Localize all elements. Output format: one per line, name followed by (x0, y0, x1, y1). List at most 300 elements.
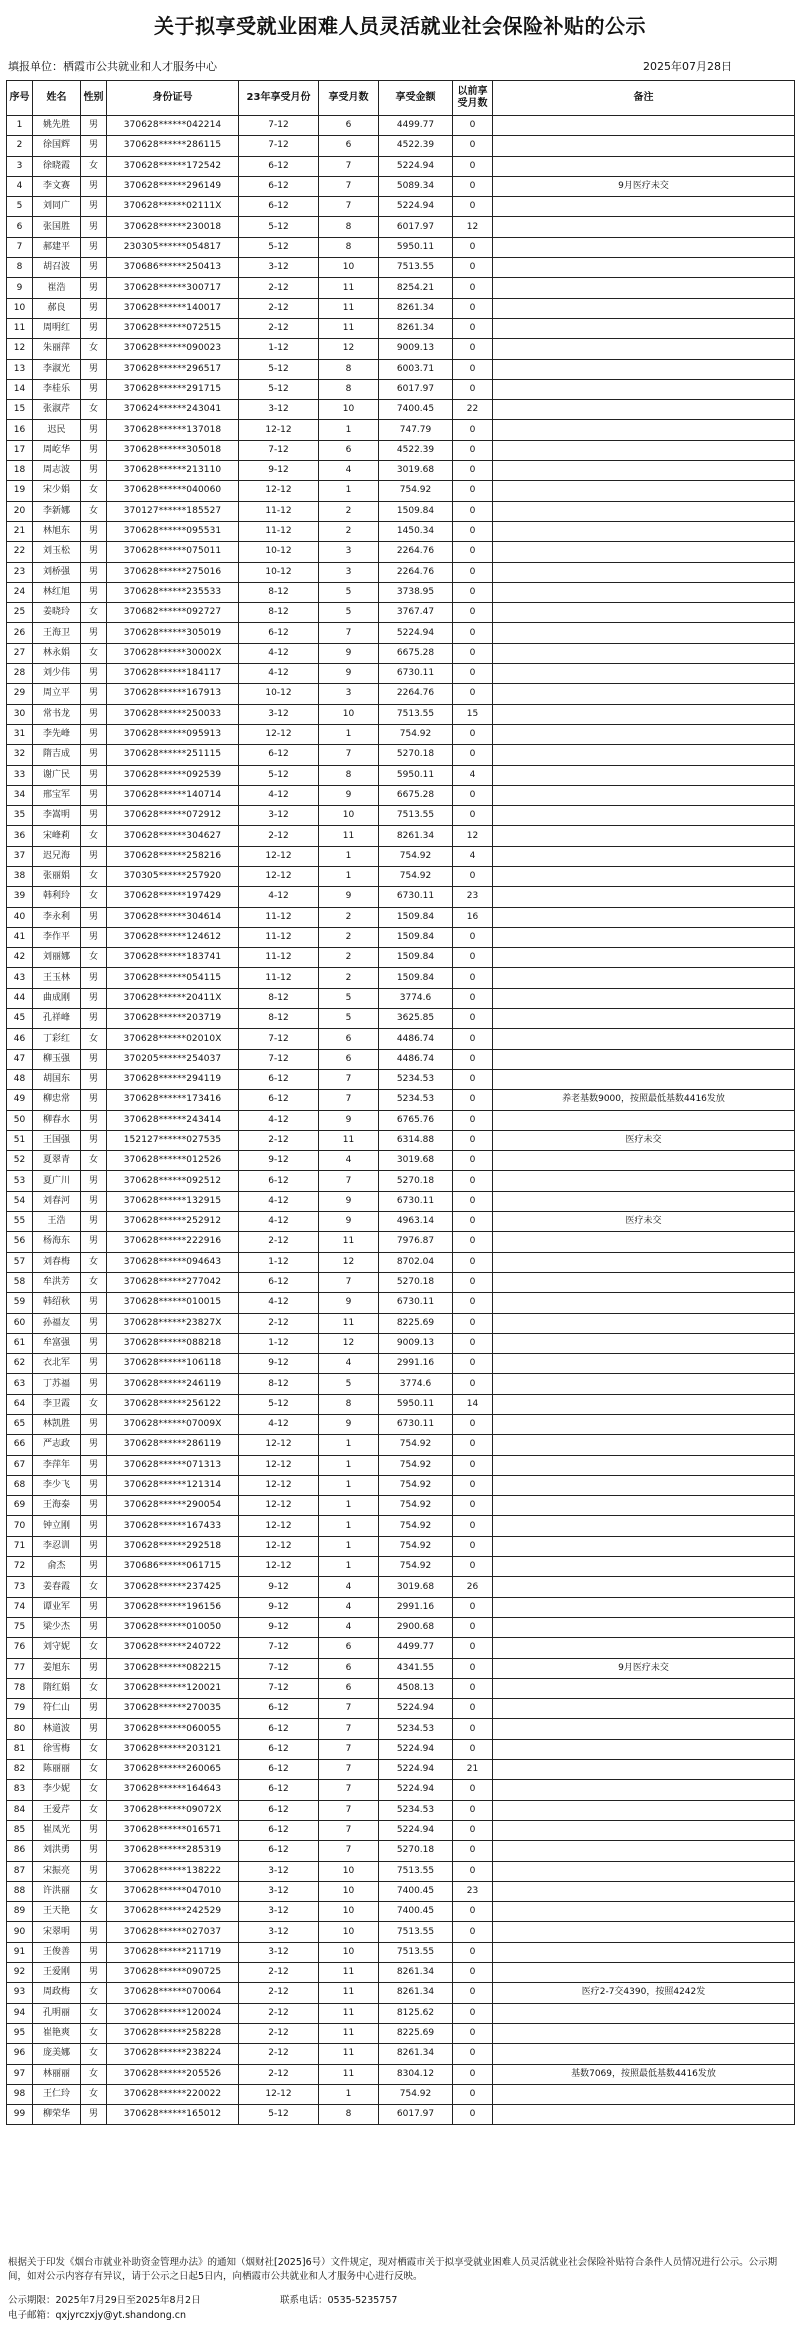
cell-remarks (493, 1678, 795, 1698)
cell-previous-months: 0 (453, 1232, 493, 1252)
cell-gender: 男 (81, 217, 107, 237)
cell-remarks (493, 461, 795, 481)
cell-previous-months: 0 (453, 1333, 493, 1353)
cell-index: 14 (7, 379, 33, 399)
cell-months-count: 1 (319, 1455, 379, 1475)
cell-months-range: 3-12 (239, 1902, 319, 1922)
table-row (7, 1130, 795, 1150)
cell-id-number: 370628******02010X (107, 1029, 239, 1049)
cell-name: 刘少伟 (33, 664, 81, 684)
footer-basis: 根据关于印发《烟台市就业补助资金管理办法》的通知（烟财社[2025]6号）文件规定，现对栖霞市关于拟享受就业困难人员灵活就业社会保险补贴符合条件人员情况进行公示。公示期间，如对公示内容存有异议，请于公示之日起5日内，向栖霞市公共就业和人才服务中心进行反映。 (8, 2257, 778, 2282)
header-previous-months: 以前享受月数 (453, 81, 493, 116)
cell-months-range: 5-12 (239, 359, 319, 379)
cell-id-number: 370628******203121 (107, 1739, 239, 1759)
cell-id-number: 370628******220022 (107, 2084, 239, 2104)
cell-name: 崔凤光 (33, 1820, 81, 1840)
table-row (7, 623, 795, 643)
cell-previous-months: 0 (453, 1374, 493, 1394)
cell-months-range: 8-12 (239, 582, 319, 602)
cell-months-range: 2-12 (239, 318, 319, 338)
cell-months-range: 3-12 (239, 1942, 319, 1962)
cell-months-count: 6 (319, 1029, 379, 1049)
cell-name: 王海卫 (33, 623, 81, 643)
cell-gender: 男 (81, 258, 107, 278)
cell-name: 姚先胜 (33, 116, 81, 136)
cell-remarks (493, 1415, 795, 1435)
cell-gender: 男 (81, 521, 107, 541)
cell-index: 41 (7, 927, 33, 947)
cell-gender: 男 (81, 298, 107, 318)
cell-amount: 5270.18 (379, 1171, 453, 1191)
cell-index: 22 (7, 542, 33, 562)
table-row (7, 1069, 795, 1089)
cell-name: 刘守妮 (33, 1638, 81, 1658)
cell-id-number: 370628******132915 (107, 1191, 239, 1211)
cell-months-range: 10-12 (239, 542, 319, 562)
cell-index: 56 (7, 1232, 33, 1252)
cell-remarks (493, 1963, 795, 1983)
table-row (7, 1415, 795, 1435)
cell-name: 王浩 (33, 1212, 81, 1232)
header-remarks: 备注 (493, 81, 795, 116)
cell-remarks (493, 116, 795, 136)
cell-name: 宋振亮 (33, 1861, 81, 1881)
cell-gender: 男 (81, 1333, 107, 1353)
table-row (7, 1597, 795, 1617)
table-row (7, 1475, 795, 1495)
cell-name: 张淑芹 (33, 400, 81, 420)
table-body (7, 116, 795, 2125)
table-row (7, 988, 795, 1008)
cell-months-range: 3-12 (239, 704, 319, 724)
cell-remarks (493, 1922, 795, 1942)
cell-previous-months: 15 (453, 704, 493, 724)
cell-remarks (493, 298, 795, 318)
cell-gender: 男 (81, 806, 107, 826)
cell-months-range: 2-12 (239, 2064, 319, 2084)
cell-name: 李忍训 (33, 1536, 81, 1556)
cell-id-number: 370628******238224 (107, 2044, 239, 2064)
cell-months-count: 10 (319, 806, 379, 826)
cell-index: 43 (7, 968, 33, 988)
cell-name: 李永利 (33, 907, 81, 927)
cell-id-number: 370628******010050 (107, 1617, 239, 1637)
subsidy-table-wrapper (6, 80, 794, 2125)
table-row (7, 1841, 795, 1861)
cell-id-number: 370628******010015 (107, 1293, 239, 1313)
table-row (7, 258, 795, 278)
cell-name: 丁苏福 (33, 1374, 81, 1394)
table-row (7, 1963, 795, 1983)
cell-amount: 5224.94 (379, 1699, 453, 1719)
cell-name: 周明红 (33, 318, 81, 338)
cell-months-count: 1 (319, 481, 379, 501)
cell-name: 周屹华 (33, 440, 81, 460)
cell-gender: 男 (81, 1658, 107, 1678)
table-row (7, 156, 795, 176)
cell-amount: 3774.6 (379, 988, 453, 1008)
cell-months-count: 4 (319, 1354, 379, 1374)
cell-id-number: 370628******120024 (107, 2003, 239, 2023)
cell-remarks (493, 1151, 795, 1171)
cell-months-range: 4-12 (239, 664, 319, 684)
table-row (7, 1171, 795, 1191)
cell-amount: 5089.34 (379, 176, 453, 196)
table-row (7, 785, 795, 805)
table-row (7, 298, 795, 318)
cell-amount: 1450.34 (379, 521, 453, 541)
cell-months-count: 12 (319, 1333, 379, 1353)
cell-index: 7 (7, 237, 33, 257)
cell-months-range: 6-12 (239, 176, 319, 196)
cell-previous-months: 0 (453, 1597, 493, 1617)
cell-id-number: 370628******012526 (107, 1151, 239, 1171)
header-months-count: 享受月数 (319, 81, 379, 116)
table-row (7, 217, 795, 237)
cell-amount: 8261.34 (379, 826, 453, 846)
cell-amount: 754.92 (379, 1557, 453, 1577)
cell-name: 王海泰 (33, 1496, 81, 1516)
cell-months-count: 7 (319, 1820, 379, 1840)
cell-index: 16 (7, 420, 33, 440)
cell-gender: 女 (81, 1800, 107, 1820)
cell-amount: 5224.94 (379, 1739, 453, 1759)
cell-previous-months: 4 (453, 765, 493, 785)
cell-previous-months: 0 (453, 237, 493, 257)
cell-remarks (493, 2084, 795, 2104)
cell-amount: 2900.68 (379, 1617, 453, 1637)
cell-remarks (493, 2023, 795, 2043)
cell-index: 82 (7, 1760, 33, 1780)
cell-amount: 4522.39 (379, 440, 453, 460)
cell-id-number: 370628******121314 (107, 1475, 239, 1495)
cell-index: 3 (7, 156, 33, 176)
cell-months-count: 7 (319, 197, 379, 217)
cell-name: 林凯胜 (33, 1415, 81, 1435)
cell-amount: 8261.34 (379, 1963, 453, 1983)
cell-id-number: 370628******09072X (107, 1800, 239, 1820)
table-row (7, 1861, 795, 1881)
cell-index: 62 (7, 1354, 33, 1374)
cell-months-count: 11 (319, 2064, 379, 2084)
cell-amount: 6017.97 (379, 217, 453, 237)
cell-amount: 5270.18 (379, 1841, 453, 1861)
cell-previous-months: 0 (453, 968, 493, 988)
table-row (7, 359, 795, 379)
cell-index: 94 (7, 2003, 33, 2023)
cell-index: 40 (7, 907, 33, 927)
cell-remarks (493, 1435, 795, 1455)
cell-previous-months: 0 (453, 1212, 493, 1232)
cell-previous-months: 21 (453, 1760, 493, 1780)
cell-id-number: 370628******027037 (107, 1922, 239, 1942)
cell-months-count: 2 (319, 907, 379, 927)
cell-previous-months: 0 (453, 2064, 493, 2084)
cell-previous-months: 0 (453, 258, 493, 278)
cell-previous-months: 0 (453, 988, 493, 1008)
cell-index: 89 (7, 1902, 33, 1922)
cell-name: 刘丽娜 (33, 948, 81, 968)
cell-months-count: 8 (319, 765, 379, 785)
cell-previous-months: 0 (453, 1638, 493, 1658)
cell-months-count: 11 (319, 1232, 379, 1252)
cell-amount: 5234.53 (379, 1069, 453, 1089)
cell-name: 李先峰 (33, 724, 81, 744)
cell-previous-months: 0 (453, 866, 493, 886)
cell-name: 衣北军 (33, 1354, 81, 1374)
cell-previous-months: 0 (453, 623, 493, 643)
cell-months-range: 2-12 (239, 298, 319, 318)
cell-id-number: 370628******260065 (107, 1760, 239, 1780)
table-header-row (7, 81, 795, 116)
page-title: 关于拟享受就业困难人员灵活就业社会保险补贴的公示 (154, 14, 646, 38)
cell-months-count: 5 (319, 1374, 379, 1394)
cell-name: 王国强 (33, 1130, 81, 1150)
cell-months-count: 7 (319, 1780, 379, 1800)
cell-months-count: 6 (319, 1678, 379, 1698)
table-row (7, 887, 795, 907)
table-row (7, 724, 795, 744)
cell-remarks (493, 1333, 795, 1353)
cell-id-number: 370628******167913 (107, 684, 239, 704)
cell-id-number: 370628******237425 (107, 1577, 239, 1597)
cell-gender: 男 (81, 1009, 107, 1029)
cell-amount: 754.92 (379, 2084, 453, 2104)
cell-amount: 754.92 (379, 724, 453, 744)
cell-months-range: 11-12 (239, 521, 319, 541)
cell-name: 柳玉强 (33, 1049, 81, 1069)
cell-months-count: 5 (319, 603, 379, 623)
table-row (7, 1658, 795, 1678)
cell-previous-months: 0 (453, 2105, 493, 2125)
table-row (7, 846, 795, 866)
cell-months-range: 2-12 (239, 1130, 319, 1150)
header-gender: 性别 (81, 81, 107, 116)
cell-amount: 5224.94 (379, 1820, 453, 1840)
cell-months-range: 12-12 (239, 1536, 319, 1556)
cell-remarks (493, 1617, 795, 1637)
cell-months-count: 3 (319, 542, 379, 562)
cell-id-number: 370628******20411X (107, 988, 239, 1008)
cell-previous-months: 0 (453, 806, 493, 826)
cell-months-count: 7 (319, 1090, 379, 1110)
cell-months-range: 12-12 (239, 420, 319, 440)
cell-previous-months: 0 (453, 684, 493, 704)
cell-remarks (493, 603, 795, 623)
cell-previous-months: 0 (453, 1171, 493, 1191)
cell-id-number: 370628******222916 (107, 1232, 239, 1252)
cell-months-range: 12-12 (239, 481, 319, 501)
cell-index: 96 (7, 2044, 33, 2064)
cell-index: 21 (7, 521, 33, 541)
header-months-range: 23年享受月份 (239, 81, 319, 116)
cell-remarks (493, 1820, 795, 1840)
cell-index: 34 (7, 785, 33, 805)
table-row (7, 339, 795, 359)
cell-index: 19 (7, 481, 33, 501)
cell-remarks (493, 278, 795, 298)
cell-gender: 女 (81, 2044, 107, 2064)
cell-remarks: 医疗未交 (493, 1130, 795, 1150)
cell-gender: 男 (81, 745, 107, 765)
cell-months-count: 10 (319, 704, 379, 724)
table-row (7, 501, 795, 521)
cell-months-count: 1 (319, 1516, 379, 1536)
cell-id-number: 370628******095531 (107, 521, 239, 541)
cell-index: 6 (7, 217, 33, 237)
cell-months-range: 7-12 (239, 1049, 319, 1069)
cell-gender: 男 (81, 461, 107, 481)
cell-gender: 男 (81, 1313, 107, 1333)
table-row (7, 826, 795, 846)
cell-months-count: 6 (319, 136, 379, 156)
cell-previous-months: 0 (453, 1272, 493, 1292)
cell-remarks (493, 1516, 795, 1536)
cell-gender: 男 (81, 116, 107, 136)
table-row (7, 136, 795, 156)
cell-index: 36 (7, 826, 33, 846)
cell-gender: 男 (81, 237, 107, 257)
cell-previous-months: 22 (453, 400, 493, 420)
cell-gender: 女 (81, 400, 107, 420)
cell-amount: 8225.69 (379, 1313, 453, 1333)
cell-months-count: 9 (319, 785, 379, 805)
cell-previous-months: 0 (453, 1252, 493, 1272)
cell-amount: 3019.68 (379, 1151, 453, 1171)
cell-previous-months: 0 (453, 1415, 493, 1435)
cell-remarks (493, 156, 795, 176)
cell-gender: 男 (81, 1435, 107, 1455)
cell-previous-months: 0 (453, 2023, 493, 2043)
cell-amount: 754.92 (379, 1435, 453, 1455)
cell-name: 林红旭 (33, 582, 81, 602)
cell-months-count: 8 (319, 1394, 379, 1414)
cell-id-number: 370628******197429 (107, 887, 239, 907)
cell-id-number: 370628******090725 (107, 1963, 239, 1983)
cell-amount: 2991.16 (379, 1597, 453, 1617)
cell-previous-months: 0 (453, 1354, 493, 1374)
table-row (7, 2105, 795, 2125)
cell-amount: 1509.84 (379, 968, 453, 988)
cell-months-count: 1 (319, 724, 379, 744)
cell-id-number: 370628******300717 (107, 278, 239, 298)
cell-remarks (493, 866, 795, 886)
cell-previous-months: 0 (453, 1110, 493, 1130)
cell-gender: 男 (81, 1942, 107, 1962)
cell-gender: 男 (81, 1354, 107, 1374)
cell-months-range: 5-12 (239, 237, 319, 257)
table-row (7, 704, 795, 724)
cell-name: 俞杰 (33, 1557, 81, 1577)
cell-remarks (493, 1902, 795, 1922)
table-row (7, 745, 795, 765)
cell-previous-months: 0 (453, 1191, 493, 1211)
table-row (7, 603, 795, 623)
cell-name: 张国胜 (33, 217, 81, 237)
cell-months-range: 5-12 (239, 217, 319, 237)
cell-remarks (493, 643, 795, 663)
cell-months-range: 5-12 (239, 765, 319, 785)
cell-index: 25 (7, 603, 33, 623)
cell-amount: 8261.34 (379, 318, 453, 338)
cell-remarks (493, 1942, 795, 1962)
cell-remarks (493, 1881, 795, 1901)
cell-name: 周志波 (33, 461, 81, 481)
cell-months-range: 10-12 (239, 684, 319, 704)
cell-months-count: 7 (319, 1171, 379, 1191)
cell-name: 符仁山 (33, 1699, 81, 1719)
cell-id-number: 370628******075011 (107, 542, 239, 562)
cell-previous-months: 0 (453, 1313, 493, 1333)
cell-gender: 男 (81, 907, 107, 927)
cell-remarks (493, 1800, 795, 1820)
cell-id-number: 370628******243414 (107, 1110, 239, 1130)
cell-amount: 6017.97 (379, 2105, 453, 2125)
cell-gender: 男 (81, 664, 107, 684)
cell-months-range: 12-12 (239, 1557, 319, 1577)
cell-name: 刘玉松 (33, 542, 81, 562)
cell-months-count: 1 (319, 846, 379, 866)
cell-gender: 男 (81, 278, 107, 298)
cell-name: 谢广民 (33, 765, 81, 785)
cell-index: 50 (7, 1110, 33, 1130)
cell-name: 迟兄海 (33, 846, 81, 866)
table-row (7, 1760, 795, 1780)
cell-previous-months: 0 (453, 1557, 493, 1577)
cell-months-count: 11 (319, 298, 379, 318)
cell-months-range: 8-12 (239, 988, 319, 1008)
cell-gender: 女 (81, 1678, 107, 1698)
cell-gender: 女 (81, 1029, 107, 1049)
cell-previous-months: 14 (453, 1394, 493, 1414)
cell-months-range: 1-12 (239, 339, 319, 359)
header-name: 姓名 (33, 81, 81, 116)
cell-gender: 男 (81, 785, 107, 805)
cell-previous-months: 0 (453, 1455, 493, 1475)
cell-remarks (493, 501, 795, 521)
cell-months-count: 11 (319, 1130, 379, 1150)
cell-gender: 女 (81, 1983, 107, 2003)
cell-name: 王爱芹 (33, 1800, 81, 1820)
table-row (7, 1902, 795, 1922)
cell-months-count: 1 (319, 1536, 379, 1556)
cell-index: 49 (7, 1090, 33, 1110)
cell-id-number: 370628******258228 (107, 2023, 239, 2043)
cell-gender: 女 (81, 1739, 107, 1759)
cell-months-range: 9-12 (239, 1617, 319, 1637)
cell-amount: 5270.18 (379, 745, 453, 765)
cell-name: 林丽丽 (33, 2064, 81, 2084)
cell-name: 严志政 (33, 1435, 81, 1455)
cell-index: 99 (7, 2105, 33, 2125)
cell-index: 53 (7, 1171, 33, 1191)
cell-previous-months: 0 (453, 197, 493, 217)
cell-remarks (493, 542, 795, 562)
cell-amount: 6017.97 (379, 379, 453, 399)
table-row (7, 2003, 795, 2023)
cell-months-range: 4-12 (239, 1293, 319, 1313)
cell-gender: 男 (81, 724, 107, 744)
cell-previous-months: 0 (453, 1983, 493, 2003)
cell-amount: 5950.11 (379, 1394, 453, 1414)
cell-gender: 女 (81, 1151, 107, 1171)
cell-remarks (493, 1191, 795, 1211)
table-row (7, 1617, 795, 1637)
table-row (7, 2064, 795, 2084)
cell-index: 79 (7, 1699, 33, 1719)
cell-months-range: 6-12 (239, 1739, 319, 1759)
cell-gender: 男 (81, 379, 107, 399)
